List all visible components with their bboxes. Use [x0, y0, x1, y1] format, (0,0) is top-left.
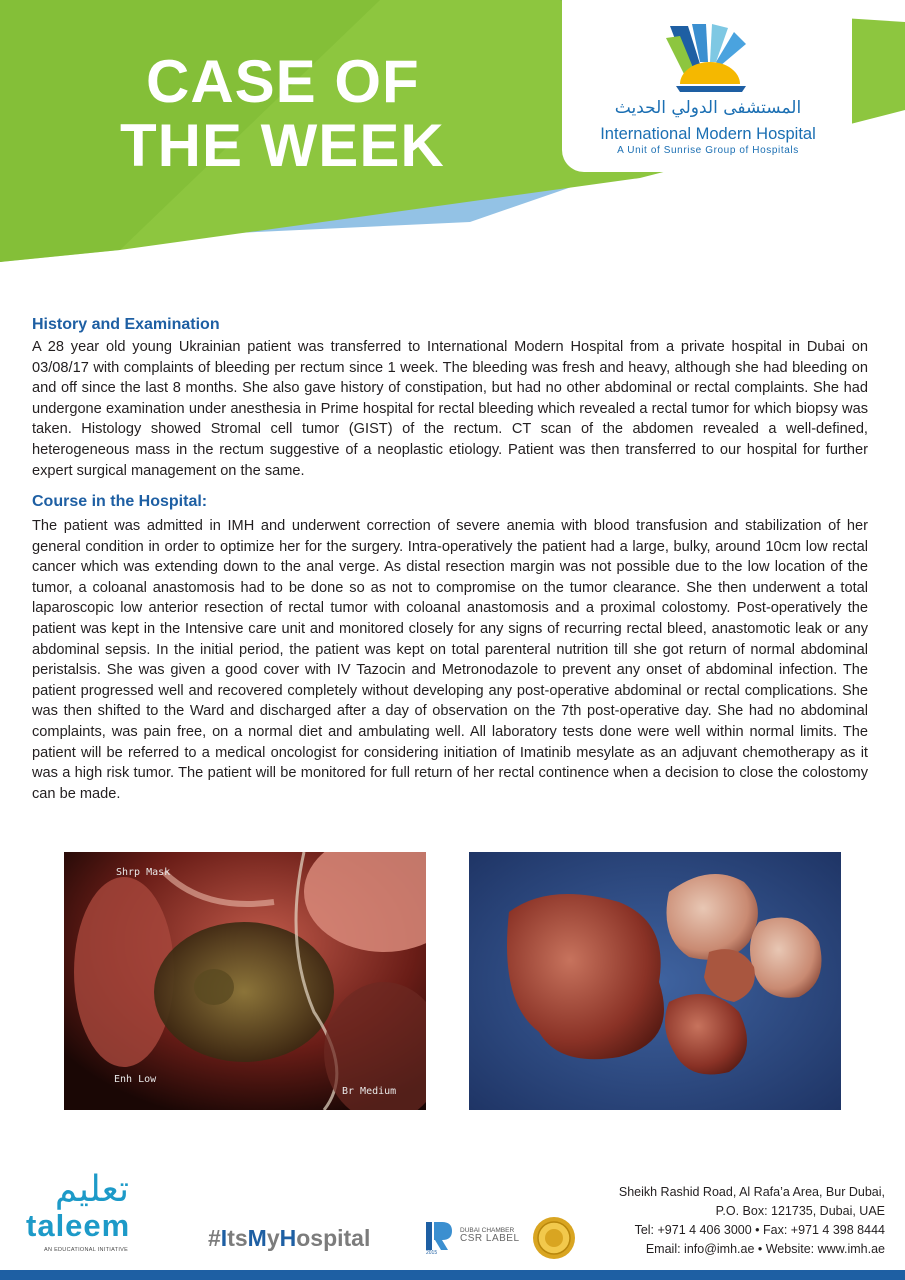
csr-year: 2015 — [426, 1250, 438, 1256]
csr-label — [424, 1220, 584, 1260]
history-body: A 28 year old young Ukrainian patient was transferred to International Modern Hospital from a private hospital in Dubai on 03/08/17 with complaints of bleeding per rectum since 1 week. The bleeding was fresh and heavy, although she had bleeding on and off since the last 8 months. She also gave history of constipation, but had no other abdominal or rectal complaints. She had undergone examination under anesthesia in Prime hospital for rectal bleeding which revealed a rectal tumor for which biopsy was taken. Histology showed Stromal cell tumor (GIST) of the rectum. CT scan of the abdomen revealed a well-defined, heterogeneous mass in the rectum suggestive of a neoplastic etiology. Patient was then transferred to our hospital for further expert surgical management on the same. — [32, 339, 868, 479]
specimen-image — [469, 852, 841, 1110]
hospital-name-arabic: المستشفى الدولي الحديث — [614, 98, 802, 118]
specimen-photo — [469, 852, 841, 1110]
page-title-line-2: THE WEEK — [120, 112, 445, 179]
hashtag-i: I — [220, 1225, 228, 1251]
csr-line-1: DUBAI CHAMBER — [460, 1227, 515, 1234]
email-website-line: Email: info@imh.ae • Website: www.imh.ae — [645, 1242, 885, 1256]
taleem-wordmark: taleem — [26, 1208, 131, 1243]
overlay-label-enhancement: Enh Low — [114, 1074, 157, 1085]
page-title-line-1: CASE OF — [146, 48, 420, 115]
taleem-arabic: تعليم — [54, 1169, 130, 1210]
address-line-1: Sheikh Rashid Road, Al Rafa’a Area, Bur Dubai, — [618, 1185, 885, 1199]
laparoscopic-image — [64, 852, 426, 1110]
history-heading: History and Examination — [32, 316, 220, 333]
hashtag-symbol: # — [208, 1225, 221, 1251]
overlay-label-sharp-mask: Shrp Mask — [116, 867, 171, 878]
taleem-logo — [22, 1169, 162, 1260]
hashtag — [208, 1225, 370, 1252]
hospital-name: International Modern Hospital — [600, 125, 816, 143]
csr-text — [460, 1227, 520, 1243]
hashtag-part-3: ospital — [296, 1225, 371, 1251]
address-line-2: P.O. Box: 121735, Dubai, UAE — [715, 1204, 885, 1218]
course-heading: Course in the Hospital: — [32, 493, 208, 510]
gold-seal-icon — [532, 1216, 576, 1260]
contact-address — [585, 1183, 885, 1259]
hashtag-part-2: y — [266, 1225, 280, 1251]
course-body: The patient was admitted in IMH and underwent correction of severe anemia with blood transfusion and stabilization of her general condition in order to optimize her for the surgery. Intra-operatively the patient had a large, bulky, around 10cm low rectal cancer which was extending down to the anal verge. As distal resection margin was not possible due to the low location of the tumor, a coloanal anastomosis had to be done so as not to compromise on the tumor clearance. She then underwent a total laparoscopic low anterior resection of rectal tumor with coloanal anastomosis and a proximal colostomy. Post-operatively the patient was kept in the Intensive care unit and monitored closely for any signs of recurring rectal bleed, anastomotic leak or any abdominal sepsis. In the initial period, the patient was kept on total parenteral nutrition till she got return of normal abdominal peristalsis. She was given a good cover with IV Tazocin and Metronodazole to prevent any onset of abdominal infection. The patient progressed well and recovered completely without developing any post-operative abdominal or rectal complications. She was then shifted to the Ward and discharged after a day of observation on the 7th post-operative day. She had no abdominal complaints, was pain free, on a normal diet and ambulating well. All laboratory tests done were well within normal limits. The patient will be referred to a medical oncologist for considering initiation of Imatinib mesylate as an adjuvant chemotherapy as it was a high risk tumor. The patient will be monitored for full return of her rectal continence when a decision to close the colostomy can be made. — [32, 518, 868, 802]
bottom-bar — [0, 1270, 905, 1280]
hospital-tagline: A Unit of Sunrise Group of Hospitals — [617, 145, 799, 156]
sunrise-logo-icon — [666, 24, 748, 94]
phone-fax-line: Tel: +971 4 406 3000 • Fax: +971 4 398 8444 — [634, 1223, 885, 1237]
laparoscopic-photo — [64, 852, 426, 1110]
csr-line-2: CSR LABEL — [460, 1233, 520, 1244]
overlay-label-brightness: Br Medium — [342, 1086, 397, 1097]
taleem-tagline: AN EDUCATIONAL INITIATIVE — [44, 1247, 129, 1253]
hashtag-part-1: ts — [227, 1225, 248, 1251]
hashtag-h: H — [279, 1225, 297, 1251]
hospital-logo — [562, 0, 852, 172]
hashtag-m: M — [247, 1225, 267, 1251]
